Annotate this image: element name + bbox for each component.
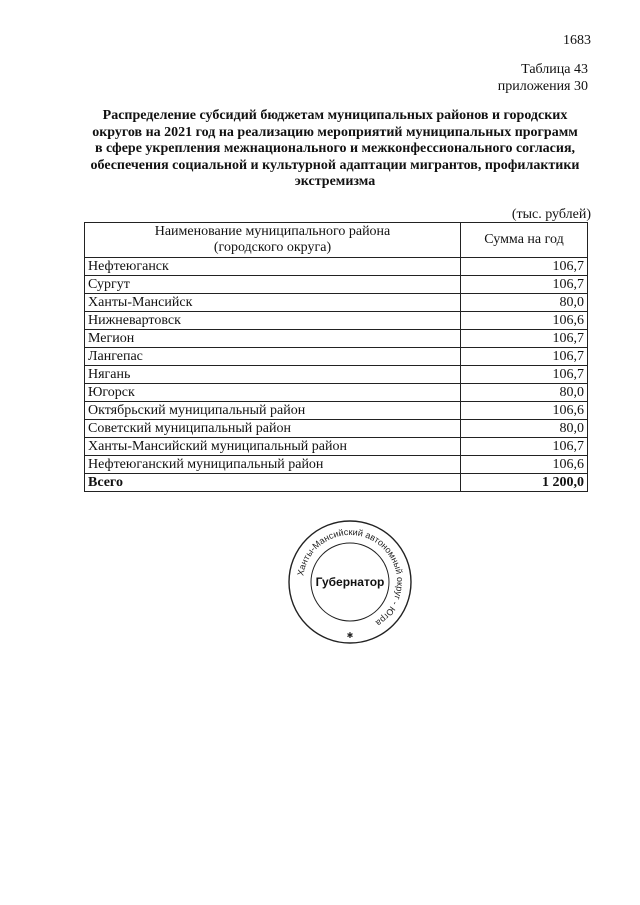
table-number: Таблица 43 bbox=[521, 62, 588, 77]
district-amount: 80,0 bbox=[461, 294, 588, 312]
document-title bbox=[82, 108, 588, 191]
table-row bbox=[85, 348, 588, 366]
subsidy-table bbox=[84, 222, 588, 492]
table-row bbox=[85, 294, 588, 312]
table-total-row bbox=[85, 474, 588, 492]
district-amount: 106,6 bbox=[461, 402, 588, 420]
header-name-line: (городского округа) bbox=[213, 240, 332, 255]
table-row bbox=[85, 366, 588, 384]
district-amount: 106,7 bbox=[461, 366, 588, 384]
title-line: экстремизма bbox=[294, 174, 376, 189]
district-name: Октябрьский муниципальный район bbox=[85, 402, 461, 420]
title-line: округов на 2021 год на реализацию мероприятий муниципальных программ bbox=[92, 124, 578, 140]
district-name: Нижневартовск bbox=[85, 312, 461, 330]
title-line: обеспечения социальной и культурной адаптации мигрантов, профилактики bbox=[90, 157, 580, 173]
district-name: Нягань bbox=[85, 366, 461, 384]
table-row bbox=[85, 420, 588, 438]
table-row bbox=[85, 276, 588, 294]
table-header-row bbox=[85, 223, 588, 258]
page-number: 1683 bbox=[563, 33, 591, 48]
units-label: (тыс. рублей) bbox=[511, 207, 591, 222]
appendix-number: приложения 30 bbox=[497, 79, 588, 94]
district-amount: 80,0 bbox=[461, 384, 588, 402]
table-row bbox=[85, 330, 588, 348]
district-name: Ханты-Мансийск bbox=[85, 294, 461, 312]
header-amount-column: Сумма на год bbox=[461, 223, 588, 258]
district-name: Нефтеюганский муниципальный район bbox=[85, 456, 461, 474]
seal-center-text: Губернатор bbox=[315, 575, 385, 589]
district-amount: 106,6 bbox=[461, 456, 588, 474]
district-amount: 106,7 bbox=[461, 276, 588, 294]
governor-seal bbox=[286, 518, 414, 646]
district-name: Ханты-Мансийский муниципальный район bbox=[85, 438, 461, 456]
district-name: Лангепас bbox=[85, 348, 461, 366]
district-name: Советский муниципальный район bbox=[85, 420, 461, 438]
table-reference bbox=[498, 61, 588, 95]
header-name-line: Наименование муниципального района bbox=[154, 224, 391, 239]
total-label: Всего bbox=[85, 474, 461, 492]
title-line: Распределение субсидий бюджетам муниципальных районов и городских bbox=[102, 108, 568, 123]
district-name: Нефтеюганск bbox=[85, 258, 461, 276]
table-row bbox=[85, 438, 588, 456]
total-amount: 1 200,0 bbox=[461, 474, 588, 492]
table-row bbox=[85, 258, 588, 276]
district-amount: 106,7 bbox=[461, 330, 588, 348]
seal-star-icon: ✱ bbox=[346, 631, 354, 640]
seal-ring-text: Ханты-Мансийский автономный округ - Югра bbox=[295, 526, 406, 629]
district-amount: 106,7 bbox=[461, 258, 588, 276]
district-name: Сургут bbox=[85, 276, 461, 294]
table-row bbox=[85, 312, 588, 330]
district-amount: 106,7 bbox=[461, 348, 588, 366]
district-amount: 80,0 bbox=[461, 420, 588, 438]
title-line: в сфере укрепления межнационального и межконфессионального согласия, bbox=[94, 141, 576, 156]
district-name: Мегион bbox=[85, 330, 461, 348]
table-row bbox=[85, 384, 588, 402]
district-name: Югорск bbox=[85, 384, 461, 402]
table-row bbox=[85, 456, 588, 474]
district-amount: 106,6 bbox=[461, 312, 588, 330]
table-row bbox=[85, 402, 588, 420]
header-name-column bbox=[85, 223, 461, 258]
district-amount: 106,7 bbox=[461, 438, 588, 456]
